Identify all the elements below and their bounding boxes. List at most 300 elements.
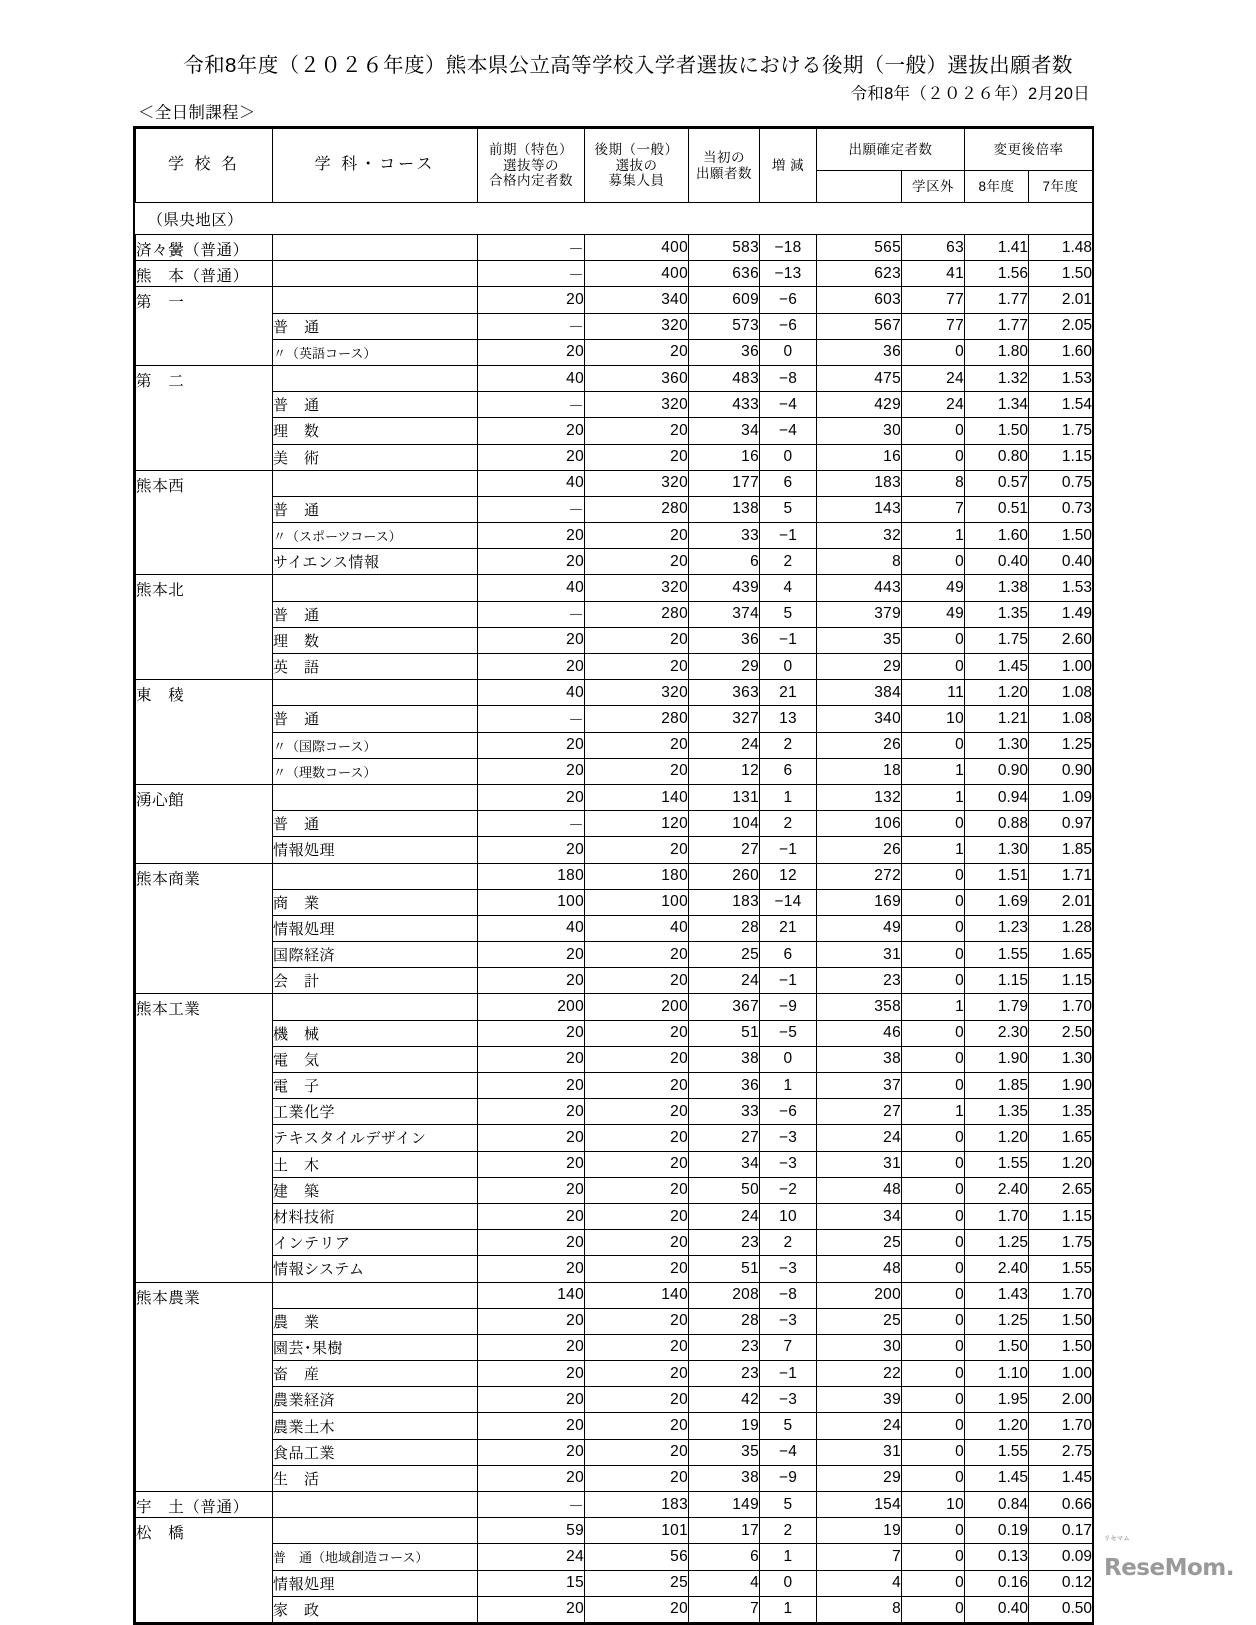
zenki-count-cell: 20 — [478, 1020, 585, 1046]
confirmed-cell: 603 — [817, 287, 902, 313]
initial-applicants-cell: 16 — [689, 444, 760, 470]
course-name-cell: 食品工業 — [273, 1439, 478, 1465]
kouki-quota-cell: 20 — [585, 1413, 689, 1439]
kouki-quota-cell: 20 — [585, 627, 689, 653]
outside-district-cell: 0 — [902, 1361, 965, 1387]
change-cell: 1 — [760, 1073, 817, 1099]
kouki-quota-cell: 180 — [585, 863, 689, 889]
zenki-count-cell: 20 — [478, 942, 585, 968]
ratio-r8-cell: 1.15 — [965, 968, 1029, 994]
table-row — [136, 968, 1093, 994]
kouki-quota-cell: 320 — [585, 392, 689, 418]
ratio-r8-cell: 1.55 — [965, 1151, 1029, 1177]
ratio-r7-cell: 1.60 — [1029, 339, 1093, 365]
confirmed-cell: 49 — [817, 915, 902, 941]
ratio-r8-cell: 1.75 — [965, 627, 1029, 653]
confirmed-cell: 30 — [817, 1334, 902, 1360]
change-cell: −6 — [760, 287, 817, 313]
school-name-cell: 熊本北 — [136, 575, 273, 680]
school-name-cell: 第 二 — [136, 365, 273, 470]
course-name-cell: 建 築 — [273, 1177, 478, 1203]
kouki-quota-cell: 20 — [585, 654, 689, 680]
change-cell: 10 — [760, 1203, 817, 1229]
col-header-ratio: 変更後倍率 — [965, 129, 1093, 171]
region-label: （県央地区） — [136, 203, 1093, 235]
confirmed-cell: 358 — [817, 994, 902, 1020]
ratio-r7-cell: 1.45 — [1029, 1465, 1093, 1491]
table-row — [136, 313, 1093, 339]
ratio-r7-cell: 1.15 — [1029, 444, 1093, 470]
initial-applicants-cell: 36 — [689, 627, 760, 653]
change-cell: −8 — [760, 1282, 817, 1308]
change-cell: 4 — [760, 575, 817, 601]
confirmed-cell: 35 — [817, 627, 902, 653]
kouki-quota-cell: 280 — [585, 601, 689, 627]
col-header-ratio-r7: 7年度 — [1029, 171, 1093, 203]
ratio-r8-cell: 1.21 — [965, 706, 1029, 732]
school-name-cell: 東 稜 — [136, 680, 273, 785]
table-row — [136, 235, 1093, 261]
zenki-count-cell: 20 — [478, 784, 585, 810]
change-cell: 13 — [760, 706, 817, 732]
outside-district-cell: 0 — [902, 1308, 965, 1334]
kouki-quota-cell: 20 — [585, 942, 689, 968]
confirmed-cell: 475 — [817, 365, 902, 391]
kouki-quota-cell: 20 — [585, 1596, 689, 1622]
kouki-quota-cell: 120 — [585, 811, 689, 837]
confirmed-cell: 22 — [817, 1361, 902, 1387]
table-row — [136, 1518, 1093, 1544]
initial-applicants-cell: 38 — [689, 1046, 760, 1072]
table-row — [136, 261, 1093, 287]
ratio-r7-cell: 2.01 — [1029, 889, 1093, 915]
ratio-r8-cell: 0.84 — [965, 1492, 1029, 1518]
initial-applicants-cell: 23 — [689, 1334, 760, 1360]
zenki-count-cell: － — [478, 496, 585, 522]
change-cell: −6 — [760, 313, 817, 339]
table-row — [136, 1570, 1093, 1596]
ratio-r7-cell: 1.30 — [1029, 1046, 1093, 1072]
table-row — [136, 601, 1093, 627]
change-cell: −9 — [760, 1465, 817, 1491]
col-header-kouki — [585, 129, 689, 203]
ratio-r8-cell: 2.40 — [965, 1256, 1029, 1282]
confirmed-cell: 18 — [817, 758, 902, 784]
ratio-r8-cell: 0.13 — [965, 1544, 1029, 1570]
zenki-count-cell: 20 — [478, 1203, 585, 1229]
kouki-quota-cell: 20 — [585, 1099, 689, 1125]
course-name-cell: 家 政 — [273, 1596, 478, 1622]
school-name-cell: 熊本工業 — [136, 994, 273, 1282]
change-cell: −3 — [760, 1151, 817, 1177]
confirmed-cell: 48 — [817, 1177, 902, 1203]
outside-district-cell: 0 — [902, 1282, 965, 1308]
ratio-r8-cell: 1.56 — [965, 261, 1029, 287]
outside-district-cell: 0 — [902, 1413, 965, 1439]
change-cell: −6 — [760, 1099, 817, 1125]
course-name-cell — [273, 287, 478, 313]
course-name-cell: サイエンス情報 — [273, 549, 478, 575]
ratio-r7-cell: 0.75 — [1029, 470, 1093, 496]
confirmed-cell: 26 — [817, 732, 902, 758]
kouki-quota-cell: 20 — [585, 1308, 689, 1334]
zenki-count-cell: 200 — [478, 994, 585, 1020]
confirmed-cell: 384 — [817, 680, 902, 706]
table-row — [136, 523, 1093, 549]
confirmed-cell: 183 — [817, 470, 902, 496]
ratio-r7-cell: 1.50 — [1029, 1334, 1093, 1360]
table-row — [136, 1230, 1093, 1256]
kouki-quota-cell: 20 — [585, 968, 689, 994]
confirmed-cell: 154 — [817, 1492, 902, 1518]
ratio-r8-cell: 1.20 — [965, 680, 1029, 706]
outside-district-cell: 77 — [902, 287, 965, 313]
title-block — [0, 48, 1256, 78]
outside-district-cell: 0 — [902, 654, 965, 680]
change-cell: −13 — [760, 261, 817, 287]
outside-district-cell: 10 — [902, 706, 965, 732]
outside-district-cell: 0 — [902, 1596, 965, 1622]
zenki-count-cell: － — [478, 601, 585, 627]
initial-applicants-cell: 33 — [689, 523, 760, 549]
ratio-r7-cell: 1.28 — [1029, 915, 1093, 941]
outside-district-cell: 0 — [902, 1256, 965, 1282]
school-name-cell: 松 橋 — [136, 1518, 273, 1623]
ratio-r8-cell: 1.90 — [965, 1046, 1029, 1072]
outside-district-cell: 0 — [902, 1439, 965, 1465]
table-row — [136, 680, 1093, 706]
change-cell: 5 — [760, 601, 817, 627]
change-cell: 21 — [760, 680, 817, 706]
initial-applicants-cell: 51 — [689, 1020, 760, 1046]
outside-district-cell: 0 — [902, 1203, 965, 1229]
zenki-count-cell: 20 — [478, 1256, 585, 1282]
ratio-r7-cell: 1.50 — [1029, 523, 1093, 549]
kouki-quota-cell: 320 — [585, 575, 689, 601]
table-row — [136, 1203, 1093, 1229]
zenki-count-cell: 20 — [478, 1596, 585, 1622]
change-cell: −14 — [760, 889, 817, 915]
zenki-count-cell: 20 — [478, 287, 585, 313]
initial-applicants-cell: 131 — [689, 784, 760, 810]
confirmed-cell: 37 — [817, 1073, 902, 1099]
outside-district-cell: 41 — [902, 261, 965, 287]
table-row — [136, 1413, 1093, 1439]
col-header-school: 学 校 名 — [136, 129, 273, 203]
col-header-kouki-line1: 後期（一般） — [594, 141, 679, 157]
change-cell: −8 — [760, 365, 817, 391]
initial-applicants-cell: 34 — [689, 1151, 760, 1177]
ratio-r8-cell: 1.32 — [965, 365, 1029, 391]
course-name-cell: 普 通 — [273, 811, 478, 837]
ratio-r8-cell: 1.30 — [965, 732, 1029, 758]
change-cell: −1 — [760, 968, 817, 994]
ratio-r7-cell: 0.90 — [1029, 758, 1093, 784]
zenki-count-cell: 20 — [478, 1177, 585, 1203]
zenki-count-cell: － — [478, 235, 585, 261]
change-cell: −3 — [760, 1125, 817, 1151]
table-row — [136, 1099, 1093, 1125]
ratio-r7-cell: 1.85 — [1029, 837, 1093, 863]
outside-district-cell: 77 — [902, 313, 965, 339]
ratio-r7-cell: 0.66 — [1029, 1492, 1093, 1518]
ratio-r8-cell: 1.60 — [965, 523, 1029, 549]
outside-district-cell: 10 — [902, 1492, 965, 1518]
zenki-count-cell: 180 — [478, 863, 585, 889]
ratio-r8-cell: 1.50 — [965, 418, 1029, 444]
ratio-r7-cell: 2.65 — [1029, 1177, 1093, 1203]
ratio-r7-cell: 1.53 — [1029, 365, 1093, 391]
kouki-quota-cell: 20 — [585, 549, 689, 575]
ratio-r7-cell: 1.70 — [1029, 1282, 1093, 1308]
initial-applicants-cell: 327 — [689, 706, 760, 732]
outside-district-cell: 1 — [902, 758, 965, 784]
zenki-count-cell: 20 — [478, 444, 585, 470]
change-cell: 2 — [760, 549, 817, 575]
zenki-count-cell: 40 — [478, 575, 585, 601]
zenki-count-cell: 20 — [478, 758, 585, 784]
ratio-r7-cell: 0.40 — [1029, 549, 1093, 575]
ratio-r7-cell: 1.08 — [1029, 680, 1093, 706]
outside-district-cell: 49 — [902, 601, 965, 627]
ratio-r7-cell: 2.01 — [1029, 287, 1093, 313]
ratio-r8-cell: 2.30 — [965, 1020, 1029, 1046]
kouki-quota-cell: 20 — [585, 1256, 689, 1282]
table-row — [136, 994, 1093, 1020]
zenki-count-cell: 20 — [478, 732, 585, 758]
ratio-r8-cell: 1.20 — [965, 1125, 1029, 1151]
course-name-cell: 農業土木 — [273, 1413, 478, 1439]
table-row — [136, 1544, 1093, 1570]
confirmed-cell: 169 — [817, 889, 902, 915]
ratio-r8-cell: 1.50 — [965, 1334, 1029, 1360]
zenki-count-cell: 40 — [478, 915, 585, 941]
initial-applicants-cell: 177 — [689, 470, 760, 496]
change-cell: 6 — [760, 942, 817, 968]
school-name-cell: 湧心館 — [136, 784, 273, 863]
kouki-quota-cell: 20 — [585, 523, 689, 549]
ratio-r7-cell: 1.08 — [1029, 706, 1093, 732]
initial-applicants-cell: 24 — [689, 1203, 760, 1229]
initial-applicants-cell: 6 — [689, 1544, 760, 1570]
table-row — [136, 1282, 1093, 1308]
initial-applicants-cell: 24 — [689, 732, 760, 758]
initial-applicants-cell: 6 — [689, 549, 760, 575]
outside-district-cell: 0 — [902, 339, 965, 365]
initial-applicants-cell: 138 — [689, 496, 760, 522]
col-header-change: 増 減 — [760, 129, 817, 203]
course-name-cell: 機 械 — [273, 1020, 478, 1046]
table-row — [136, 1046, 1093, 1072]
ratio-r8-cell: 1.10 — [965, 1361, 1029, 1387]
applicants-table-wrapper — [133, 126, 1094, 1625]
ratio-r7-cell: 1.50 — [1029, 1308, 1093, 1334]
zenki-count-cell: 20 — [478, 627, 585, 653]
initial-applicants-cell: 38 — [689, 1465, 760, 1491]
outside-district-cell: 63 — [902, 235, 965, 261]
initial-applicants-cell: 374 — [689, 601, 760, 627]
kouki-quota-cell: 280 — [585, 706, 689, 732]
confirmed-cell: 443 — [817, 575, 902, 601]
initial-applicants-cell: 149 — [689, 1492, 760, 1518]
ratio-r7-cell: 1.49 — [1029, 601, 1093, 627]
initial-applicants-cell: 583 — [689, 235, 760, 261]
change-cell: −4 — [760, 1439, 817, 1465]
outside-district-cell: 0 — [902, 1518, 965, 1544]
initial-applicants-cell: 50 — [689, 1177, 760, 1203]
ratio-r8-cell: 1.25 — [965, 1230, 1029, 1256]
school-name-cell: 熊 本（普通） — [136, 261, 273, 287]
course-name-cell — [273, 680, 478, 706]
ratio-r8-cell: 1.23 — [965, 915, 1029, 941]
change-cell: −3 — [760, 1308, 817, 1334]
confirmed-cell: 19 — [817, 1518, 902, 1544]
ratio-r7-cell: 2.60 — [1029, 627, 1093, 653]
ratio-r8-cell: 1.55 — [965, 942, 1029, 968]
zenki-count-cell: 20 — [478, 1308, 585, 1334]
outside-district-cell: 1 — [902, 1099, 965, 1125]
change-cell: 1 — [760, 1596, 817, 1622]
course-name-cell: 情報処理 — [273, 915, 478, 941]
course-name-cell: 情報処理 — [273, 837, 478, 863]
change-cell: 5 — [760, 1492, 817, 1518]
applicants-table — [135, 128, 1093, 1623]
initial-applicants-cell: 208 — [689, 1282, 760, 1308]
kouki-quota-cell: 20 — [585, 1151, 689, 1177]
school-name-cell: 宇 土（普通） — [136, 1492, 273, 1518]
col-header-confirmed-total — [817, 171, 902, 203]
resemom-watermark — [1104, 1529, 1234, 1581]
outside-district-cell: 0 — [902, 1570, 965, 1596]
outside-district-cell: 11 — [902, 680, 965, 706]
change-cell: 6 — [760, 758, 817, 784]
initial-applicants-cell: 12 — [689, 758, 760, 784]
table-row — [136, 889, 1093, 915]
course-name-cell: 工業化学 — [273, 1099, 478, 1125]
change-cell: −4 — [760, 392, 817, 418]
page-title: 令和8年度（２０２６年度）熊本県公立高等学校入学者選抜における後期（一般）選抜出願者数 — [183, 54, 1073, 77]
course-name-cell — [273, 1282, 478, 1308]
change-cell: 21 — [760, 915, 817, 941]
confirmed-cell: 24 — [817, 1125, 902, 1151]
change-cell: 2 — [760, 811, 817, 837]
table-row — [136, 837, 1093, 863]
table-row — [136, 732, 1093, 758]
outside-district-cell: 24 — [902, 392, 965, 418]
kouki-quota-cell: 20 — [585, 1439, 689, 1465]
initial-applicants-cell: 27 — [689, 837, 760, 863]
kouki-quota-cell: 20 — [585, 1334, 689, 1360]
outside-district-cell: 7 — [902, 496, 965, 522]
zenki-count-cell: 20 — [478, 1099, 585, 1125]
table-row — [136, 942, 1093, 968]
ratio-r8-cell: 1.43 — [965, 1282, 1029, 1308]
initial-applicants-cell: 35 — [689, 1439, 760, 1465]
ratio-r7-cell: 1.09 — [1029, 784, 1093, 810]
course-name-cell: 会 計 — [273, 968, 478, 994]
course-name-cell: 普 通 — [273, 313, 478, 339]
initial-applicants-cell: 51 — [689, 1256, 760, 1282]
change-cell: 2 — [760, 1518, 817, 1544]
table-row — [136, 1465, 1093, 1491]
course-name-cell: 〃（国際コース） — [273, 732, 478, 758]
zenki-count-cell: 20 — [478, 523, 585, 549]
zenki-count-cell: 20 — [478, 1361, 585, 1387]
table-row — [136, 418, 1093, 444]
kouki-quota-cell: 20 — [585, 1046, 689, 1072]
confirmed-cell: 567 — [817, 313, 902, 339]
initial-applicants-cell: 36 — [689, 339, 760, 365]
ratio-r7-cell: 1.65 — [1029, 1125, 1093, 1151]
kouki-quota-cell: 25 — [585, 1570, 689, 1596]
ratio-r7-cell: 1.20 — [1029, 1151, 1093, 1177]
course-name-cell: 〃（スポーツコース） — [273, 523, 478, 549]
initial-applicants-cell: 29 — [689, 654, 760, 680]
outside-district-cell: 49 — [902, 575, 965, 601]
confirmed-cell: 16 — [817, 444, 902, 470]
course-name-cell: 土 木 — [273, 1151, 478, 1177]
confirmed-cell: 25 — [817, 1308, 902, 1334]
zenki-count-cell: － — [478, 261, 585, 287]
outside-district-cell: 24 — [902, 365, 965, 391]
ratio-r7-cell: 0.73 — [1029, 496, 1093, 522]
course-name-cell: 理 数 — [273, 627, 478, 653]
ratio-r7-cell: 1.15 — [1029, 968, 1093, 994]
table-row — [136, 470, 1093, 496]
ratio-r8-cell: 1.34 — [965, 392, 1029, 418]
ratio-r8-cell: 1.25 — [965, 1308, 1029, 1334]
ratio-r8-cell: 1.38 — [965, 575, 1029, 601]
kouki-quota-cell: 140 — [585, 1282, 689, 1308]
kouki-quota-cell: 280 — [585, 496, 689, 522]
outside-district-cell: 0 — [902, 1125, 965, 1151]
ratio-r8-cell: 1.30 — [965, 837, 1029, 863]
course-name-cell — [273, 994, 478, 1020]
kouki-quota-cell: 400 — [585, 235, 689, 261]
change-cell: 0 — [760, 1046, 817, 1072]
confirmed-cell: 4 — [817, 1570, 902, 1596]
col-header-initial-line1: 当初の — [703, 149, 745, 165]
ratio-r7-cell: 1.53 — [1029, 575, 1093, 601]
change-cell: −1 — [760, 523, 817, 549]
initial-applicants-cell: 28 — [689, 915, 760, 941]
confirmed-cell: 24 — [817, 1413, 902, 1439]
outside-district-cell: 0 — [902, 1046, 965, 1072]
zenki-count-cell: － — [478, 1492, 585, 1518]
ratio-r8-cell: 1.35 — [965, 601, 1029, 627]
change-cell: 2 — [760, 732, 817, 758]
ratio-r8-cell: 0.51 — [965, 496, 1029, 522]
watermark-text: ReseMom. — [1104, 1555, 1234, 1581]
table-row — [136, 1256, 1093, 1282]
table-row — [136, 811, 1093, 837]
course-name-cell: 商 業 — [273, 889, 478, 915]
kouki-quota-cell: 40 — [585, 915, 689, 941]
course-name-cell: 材料技術 — [273, 1203, 478, 1229]
confirmed-cell: 31 — [817, 1151, 902, 1177]
confirmed-cell: 46 — [817, 1020, 902, 1046]
ratio-r8-cell: 1.77 — [965, 313, 1029, 339]
table-row — [136, 706, 1093, 732]
change-cell: −18 — [760, 235, 817, 261]
zenki-count-cell: 24 — [478, 1544, 585, 1570]
confirmed-cell: 34 — [817, 1203, 902, 1229]
ratio-r7-cell: 1.70 — [1029, 1413, 1093, 1439]
confirmed-cell: 565 — [817, 235, 902, 261]
change-cell: 1 — [760, 784, 817, 810]
ratio-r7-cell: 1.50 — [1029, 261, 1093, 287]
initial-applicants-cell: 367 — [689, 994, 760, 1020]
